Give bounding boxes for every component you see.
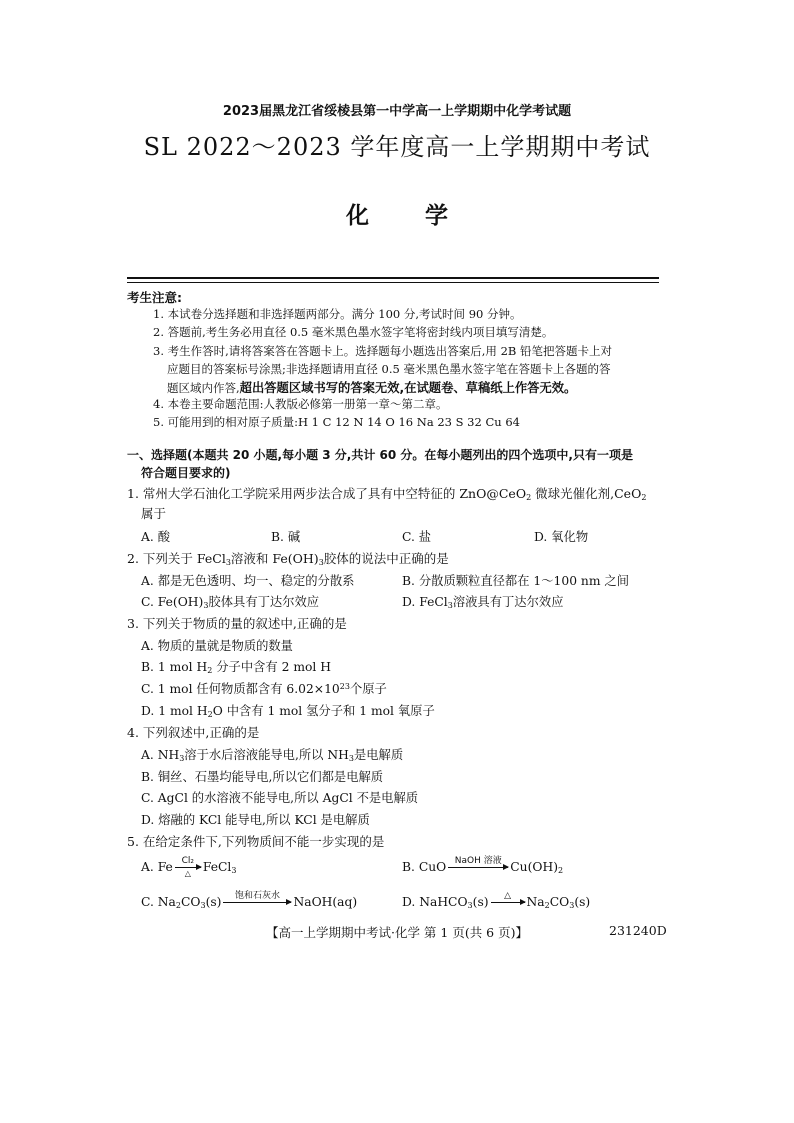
question-3-option-b: B. 1 mol $H_2$ 分子中含有 2 mol H: [141, 660, 331, 675]
question-4-option-a: A. $NH_3$溶于水后溶液能导电,所以 $NH_3$是电解质: [141, 748, 404, 763]
header-rule-thick: [127, 277, 659, 279]
question-4-option-d: D. 熔融的 KCl 能导电,所以 KCl 是电解质: [141, 813, 370, 827]
question-3-option-c: C. 1 mol 任何物质都含有 $6.02\times 10^{23}$个原子: [141, 682, 387, 696]
question-5-option-d: D. NaHCO$_3$(s) △ $Na_2CO_3(s)$: [402, 891, 591, 910]
page-footer: 【高一上学期期中考试·化学 第 1 页(共 6 页)】: [265, 925, 528, 940]
question-2-option-d: D. FeCl$_3$溶液具有丁达尔效应: [402, 595, 564, 610]
question-5-option-a: A. Fe Cl₂ △ FeCl$_3$: [141, 856, 237, 878]
question-1-stem-cont: 属于: [141, 506, 167, 521]
notice-item-5: 5. 可能用到的相对原子质量:H 1 C 12 N 14 O 16 Na 23 S 32 Cu 64: [153, 415, 520, 429]
question-4-stem: 4. 下列叙述中,正确的是: [127, 725, 260, 740]
notice-item-2: 2. 答题前,考生务必用直径 0.5 毫米黑色墨水签字笔将密封线内项目填写清楚。: [153, 325, 554, 339]
question-3-stem: 3. 下列关于物质的量的叙述中,正确的是: [127, 616, 347, 631]
notice-item-3-normal: 题区域内作答,: [167, 381, 240, 395]
notice-item-1: 1. 本试卷分选择题和非选择题两部分。满分 100 分,考试时间 90 分钟。: [153, 307, 522, 321]
question-1-option-c: C. 盐: [402, 530, 432, 544]
header-rule-thin: [127, 282, 659, 283]
section-1-heading-line-2: 符合题目要求的): [141, 466, 231, 480]
document-super-title: 2023届黑龙江省绥棱县第一中学高一上学期期中化学考试题: [222, 104, 572, 119]
question-5-option-b: B. CuO NaOH 溶液 $Cu(OH)_2$: [402, 856, 564, 875]
question-5-option-c: C. $Na_2CO_3(s)$ 饱和石灰水 NaOH(aq): [141, 891, 358, 910]
question-3-option-d: D. 1 mol $H_2O$ 中含有 1 mol 氢分子和 1 mol 氧原子: [141, 704, 435, 719]
exam-title: SL 2022～2023 学年度高一上学期期中考试: [143, 133, 651, 161]
question-5-stem: 5. 在给定条件下,下列物质间不能一步实现的是: [127, 834, 385, 849]
notice-item-3-line-2: 应题目的答案标号涂黑;非选择题请用直径 0.5 毫米黑色墨水签字笔在答题卡上各题的答: [167, 362, 611, 376]
notice-heading: 考生注意:: [127, 290, 182, 305]
question-1-stem: 1. 常州大学石油化工学院采用两步法合成了具有中空特征的 ZnO@CeO$_2$ 微球光催化剂,CeO$_2$: [127, 486, 647, 502]
question-2-stem: 2. 下列关于 FeCl$_3$溶液和 $Fe(OH)_3$胶体的说法中正确的是: [127, 551, 449, 567]
subject-title: 化 学: [345, 203, 448, 229]
reaction-arrow-a: Cl₂ △: [175, 867, 201, 868]
question-2-option-a: A. 都是无色透明、均一、稳定的分散系: [141, 574, 355, 588]
notice-item-3-line-3: [167, 378, 576, 396]
question-2-option-b: B. 分散质颗粒直径都在 1～100 nm 之间: [402, 574, 630, 588]
question-4-option-b: B. 铜丝、石墨均能导电,所以它们都是电解质: [141, 770, 384, 784]
question-2-option-c: C. $Fe(OH)_3$胶体具有丁达尔效应: [141, 595, 320, 610]
section-1-heading-line-1: 一、选择题(本题共 20 小题,每小题 3 分,共计 60 分。在每小题列出的四个选项中,只有一项是: [127, 448, 633, 462]
notice-item-3-line-1: 3. 考生作答时,请将答案答在答题卡上。选择题每小题选出答案后,用 2B 铅笔把答题卡上对: [153, 344, 613, 358]
question-4-option-c: C. AgCl 的水溶液不能导电,所以 AgCl 不是电解质: [141, 791, 419, 805]
question-1-option-b: B. 碱: [271, 530, 301, 544]
question-1-option-a: A. 酸: [141, 530, 170, 544]
notice-item-4: 4. 本卷主要命题范围:人教版必修第一册第一章～第二章。: [153, 397, 448, 411]
question-1-option-d: D. 氧化物: [534, 530, 589, 544]
notice-item-3-bold-warning: 超出答题区域书写的答案无效,在试题卷、草稿纸上作答无效。: [239, 381, 577, 395]
paper-code: 231240D: [609, 923, 667, 938]
reaction-arrow-b: NaOH 溶液: [448, 867, 508, 868]
question-3-option-a: A. 物质的量就是物质的数量: [141, 639, 293, 653]
reaction-arrow-d: △: [491, 902, 525, 903]
reaction-arrow-c: 饱和石灰水: [223, 902, 291, 903]
